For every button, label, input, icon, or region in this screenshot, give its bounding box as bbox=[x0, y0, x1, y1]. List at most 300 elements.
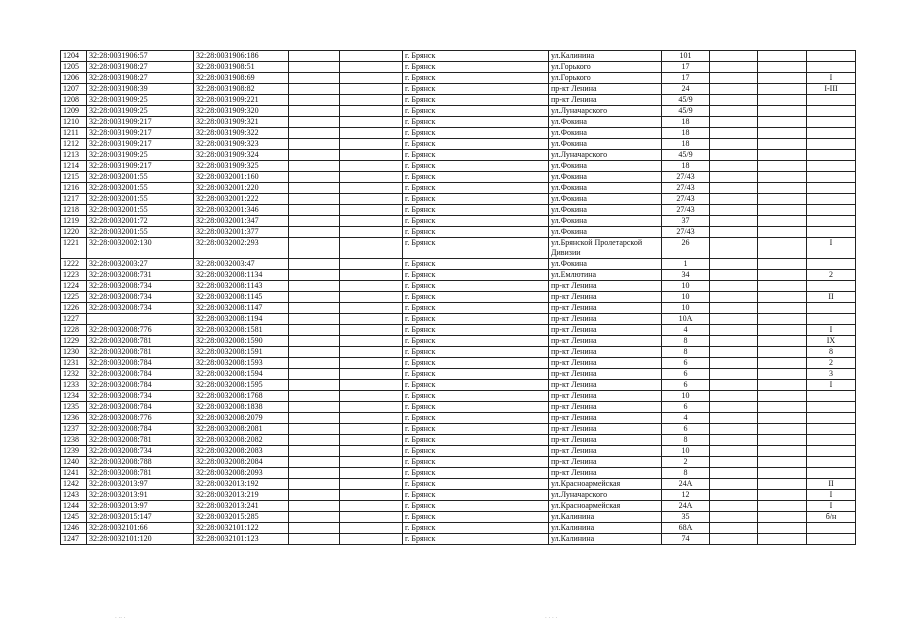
street-cell: ул.Фокина bbox=[549, 216, 662, 227]
street-cell: пр-кт Ленина bbox=[549, 413, 662, 424]
premises-number-cell bbox=[807, 139, 856, 150]
table-row bbox=[61, 84, 856, 95]
land-plot-number-cell: 32:28:0032001:55 bbox=[87, 194, 194, 205]
street-cell: пр-кт Ленина bbox=[549, 391, 662, 402]
premises-number-cell: I-III bbox=[807, 84, 856, 95]
object-cadastral-number-cell: 32:28:0032013:241 bbox=[194, 501, 289, 512]
locality-cell: г. Брянск bbox=[403, 380, 549, 391]
object-cadastral-number-cell: 32:28:0032008:2081 bbox=[194, 424, 289, 435]
row-number-cell: 1233 bbox=[61, 380, 87, 391]
street-cell: ул.Фокина bbox=[549, 259, 662, 270]
object-cadastral-number-cell: 32:28:0031909:325 bbox=[194, 161, 289, 172]
house-number-cell: 6 bbox=[662, 369, 710, 380]
locality-cell: г. Брянск bbox=[403, 292, 549, 303]
object-cadastral-number-cell: 32:28:0031906:186 bbox=[194, 51, 289, 62]
blank-cell-cell bbox=[710, 413, 758, 424]
blank-cell-cell bbox=[758, 435, 807, 446]
object-cadastral-number-cell: 32:28:0032008:1194 bbox=[194, 314, 289, 325]
table-row bbox=[61, 424, 856, 435]
land-plot-number-cell: 32:28:0031908:39 bbox=[87, 84, 194, 95]
blank-cell-cell bbox=[758, 117, 807, 128]
locality-cell: г. Брянск bbox=[403, 51, 549, 62]
blank-cell-cell bbox=[710, 347, 758, 358]
premises-number-cell bbox=[807, 314, 856, 325]
row-number-cell: 1222 bbox=[61, 259, 87, 270]
land-plot-number-cell: 32:28:0032001:55 bbox=[87, 227, 194, 238]
premises-number-cell bbox=[807, 95, 856, 106]
house-number-cell: 12 bbox=[662, 490, 710, 501]
street-cell: пр-кт Ленина bbox=[549, 468, 662, 479]
blank-cell-cell bbox=[289, 336, 340, 347]
street-cell: пр-кт Ленина bbox=[549, 457, 662, 468]
row-number-cell: 1215 bbox=[61, 172, 87, 183]
blank-cell-cell bbox=[710, 150, 758, 161]
blank-cell-cell bbox=[340, 259, 403, 270]
object-cadastral-number-cell: 32:28:0031908:51 bbox=[194, 62, 289, 73]
blank-cell-cell bbox=[758, 523, 807, 534]
blank-cell-cell bbox=[710, 227, 758, 238]
blank-cell-cell bbox=[340, 369, 403, 380]
land-plot-number-cell: 32:28:0032008:731 bbox=[87, 270, 194, 281]
row-number-cell: 1212 bbox=[61, 139, 87, 150]
blank-cell-cell bbox=[758, 227, 807, 238]
scan-noise: . .. . bbox=[115, 612, 126, 620]
house-number-cell: 1 bbox=[662, 259, 710, 270]
blank-cell-cell bbox=[758, 457, 807, 468]
land-plot-number-cell: 32:28:0032001:55 bbox=[87, 172, 194, 183]
premises-number-cell bbox=[807, 391, 856, 402]
blank-cell-cell bbox=[340, 139, 403, 150]
house-number-cell: 6 bbox=[662, 402, 710, 413]
blank-cell-cell bbox=[289, 457, 340, 468]
row-number-cell: 1227 bbox=[61, 314, 87, 325]
blank-cell-cell bbox=[710, 369, 758, 380]
blank-cell-cell bbox=[289, 468, 340, 479]
street-cell: пр-кт Ленина bbox=[549, 446, 662, 457]
street-cell: пр-кт Ленина bbox=[549, 424, 662, 435]
blank-cell-cell bbox=[340, 457, 403, 468]
blank-cell-cell bbox=[710, 183, 758, 194]
row-number-cell: 1232 bbox=[61, 369, 87, 380]
house-number-cell: 10 bbox=[662, 303, 710, 314]
locality-cell: г. Брянск bbox=[403, 303, 549, 314]
locality-cell: г. Брянск bbox=[403, 84, 549, 95]
land-plot-number-cell: 32:28:0032008:781 bbox=[87, 336, 194, 347]
row-number-cell: 1207 bbox=[61, 84, 87, 95]
row-number-cell: 1226 bbox=[61, 303, 87, 314]
table-row bbox=[61, 336, 856, 347]
house-number-cell: 10 bbox=[662, 292, 710, 303]
land-plot-number-cell: 32:28:0032008:734 bbox=[87, 281, 194, 292]
locality-cell: г. Брянск bbox=[403, 216, 549, 227]
object-cadastral-number-cell: 32:28:0032008:2082 bbox=[194, 435, 289, 446]
blank-cell-cell bbox=[340, 117, 403, 128]
locality-cell: г. Брянск bbox=[403, 314, 549, 325]
row-number-cell: 1240 bbox=[61, 457, 87, 468]
premises-number-cell bbox=[807, 51, 856, 62]
blank-cell-cell bbox=[289, 270, 340, 281]
blank-cell-cell bbox=[758, 106, 807, 117]
blank-cell-cell bbox=[289, 402, 340, 413]
blank-cell-cell bbox=[710, 402, 758, 413]
street-cell: ул.Луначарского bbox=[549, 150, 662, 161]
land-plot-number-cell: 32:28:0032008:734 bbox=[87, 303, 194, 314]
blank-cell-cell bbox=[710, 391, 758, 402]
land-plot-number-cell: 32:28:0031909:217 bbox=[87, 161, 194, 172]
premises-number-cell bbox=[807, 534, 856, 545]
land-plot-number-cell: 32:28:0032008:784 bbox=[87, 424, 194, 435]
table-row bbox=[61, 347, 856, 358]
land-plot-number-cell: 32:28:0032003:27 bbox=[87, 259, 194, 270]
blank-cell-cell bbox=[340, 512, 403, 523]
blank-cell-cell bbox=[710, 216, 758, 227]
row-number-cell: 1216 bbox=[61, 183, 87, 194]
blank-cell-cell bbox=[340, 62, 403, 73]
blank-cell-cell bbox=[340, 435, 403, 446]
premises-number-cell: I bbox=[807, 380, 856, 391]
blank-cell-cell bbox=[758, 238, 807, 259]
blank-cell-cell bbox=[340, 446, 403, 457]
object-cadastral-number-cell: 32:28:0032013:219 bbox=[194, 490, 289, 501]
house-number-cell: 18 bbox=[662, 139, 710, 150]
house-number-cell: 10А bbox=[662, 314, 710, 325]
blank-cell-cell bbox=[710, 512, 758, 523]
house-number-cell: 26 bbox=[662, 238, 710, 259]
locality-cell: г. Брянск bbox=[403, 183, 549, 194]
blank-cell-cell bbox=[758, 128, 807, 139]
object-cadastral-number-cell: 32:28:0032008:1581 bbox=[194, 325, 289, 336]
blank-cell-cell bbox=[289, 358, 340, 369]
premises-number-cell: I bbox=[807, 238, 856, 259]
house-number-cell: 6 bbox=[662, 358, 710, 369]
blank-cell-cell bbox=[289, 523, 340, 534]
house-number-cell: 35 bbox=[662, 512, 710, 523]
premises-number-cell bbox=[807, 413, 856, 424]
blank-cell-cell bbox=[289, 216, 340, 227]
blank-cell-cell bbox=[710, 303, 758, 314]
blank-cell-cell bbox=[758, 62, 807, 73]
locality-cell: г. Брянск bbox=[403, 358, 549, 369]
locality-cell: г. Брянск bbox=[403, 457, 549, 468]
blank-cell-cell bbox=[340, 358, 403, 369]
table-row bbox=[61, 380, 856, 391]
locality-cell: г. Брянск bbox=[403, 139, 549, 150]
street-cell: ул.Луначарского bbox=[549, 490, 662, 501]
table-row bbox=[61, 534, 856, 545]
blank-cell-cell bbox=[289, 281, 340, 292]
blank-cell-cell bbox=[710, 490, 758, 501]
row-number-cell: 1238 bbox=[61, 435, 87, 446]
object-cadastral-number-cell: 32:28:0032008:1591 bbox=[194, 347, 289, 358]
table-row bbox=[61, 358, 856, 369]
object-cadastral-number-cell: 32:28:0032008:1147 bbox=[194, 303, 289, 314]
street-cell: пр-кт Ленина bbox=[549, 292, 662, 303]
locality-cell: г. Брянск bbox=[403, 281, 549, 292]
blank-cell-cell bbox=[710, 84, 758, 95]
premises-number-cell: I bbox=[807, 490, 856, 501]
blank-cell-cell bbox=[340, 490, 403, 501]
street-cell: ул.Фокина bbox=[549, 139, 662, 150]
blank-cell-cell bbox=[289, 106, 340, 117]
house-number-cell: 4 bbox=[662, 413, 710, 424]
locality-cell: г. Брянск bbox=[403, 424, 549, 435]
blank-cell-cell bbox=[758, 95, 807, 106]
locality-cell: г. Брянск bbox=[403, 369, 549, 380]
row-number-cell: 1209 bbox=[61, 106, 87, 117]
row-number-cell: 1243 bbox=[61, 490, 87, 501]
object-cadastral-number-cell: 32:28:0032003:47 bbox=[194, 259, 289, 270]
house-number-cell: 27/43 bbox=[662, 194, 710, 205]
land-plot-number-cell: 32:28:0032013:97 bbox=[87, 479, 194, 490]
premises-number-cell bbox=[807, 227, 856, 238]
blank-cell-cell bbox=[289, 183, 340, 194]
row-number-cell: 1213 bbox=[61, 150, 87, 161]
table-row bbox=[61, 183, 856, 194]
table-row bbox=[61, 479, 856, 490]
object-cadastral-number-cell: 32:28:0032008:1593 bbox=[194, 358, 289, 369]
blank-cell-cell bbox=[289, 128, 340, 139]
table-row bbox=[61, 62, 856, 73]
blank-cell-cell bbox=[289, 51, 340, 62]
house-number-cell: 18 bbox=[662, 128, 710, 139]
street-cell: пр-кт Ленина bbox=[549, 380, 662, 391]
house-number-cell: 10 bbox=[662, 446, 710, 457]
locality-cell: г. Брянск bbox=[403, 161, 549, 172]
blank-cell-cell bbox=[289, 490, 340, 501]
locality-cell: г. Брянск bbox=[403, 391, 549, 402]
street-cell: ул.Красноармейская bbox=[549, 501, 662, 512]
premises-number-cell bbox=[807, 281, 856, 292]
house-number-cell: 24 bbox=[662, 84, 710, 95]
row-number-cell: 1230 bbox=[61, 347, 87, 358]
locality-cell: г. Брянск bbox=[403, 336, 549, 347]
blank-cell-cell bbox=[289, 512, 340, 523]
house-number-cell: 27/43 bbox=[662, 205, 710, 216]
blank-cell-cell bbox=[758, 194, 807, 205]
blank-cell-cell bbox=[710, 139, 758, 150]
blank-cell-cell bbox=[758, 281, 807, 292]
premises-number-cell: II bbox=[807, 479, 856, 490]
blank-cell-cell bbox=[710, 479, 758, 490]
object-cadastral-number-cell: 32:28:0032008:1838 bbox=[194, 402, 289, 413]
blank-cell-cell bbox=[289, 117, 340, 128]
blank-cell-cell bbox=[710, 259, 758, 270]
locality-cell: г. Брянск bbox=[403, 347, 549, 358]
object-cadastral-number-cell: 32:28:0031909:322 bbox=[194, 128, 289, 139]
street-cell: ул.Фокина bbox=[549, 205, 662, 216]
blank-cell-cell bbox=[710, 172, 758, 183]
street-cell: ул.Емлютина bbox=[549, 270, 662, 281]
table-row bbox=[61, 51, 856, 62]
street-cell: ул.Луначарского bbox=[549, 106, 662, 117]
land-plot-number-cell: 32:28:0032101:66 bbox=[87, 523, 194, 534]
blank-cell-cell bbox=[340, 424, 403, 435]
blank-cell-cell bbox=[758, 314, 807, 325]
object-cadastral-number-cell: 32:28:0032008:1143 bbox=[194, 281, 289, 292]
locality-cell: г. Брянск bbox=[403, 73, 549, 84]
blank-cell-cell bbox=[758, 413, 807, 424]
blank-cell-cell bbox=[758, 369, 807, 380]
street-cell: ул.Горького bbox=[549, 62, 662, 73]
land-plot-number-cell: 32:28:0032001:55 bbox=[87, 183, 194, 194]
object-cadastral-number-cell: 32:28:0032101:123 bbox=[194, 534, 289, 545]
land-plot-number-cell: 32:28:0031906:57 bbox=[87, 51, 194, 62]
locality-cell: г. Брянск bbox=[403, 62, 549, 73]
premises-number-cell bbox=[807, 424, 856, 435]
blank-cell-cell bbox=[758, 336, 807, 347]
table-row bbox=[61, 270, 856, 281]
table-row bbox=[61, 95, 856, 106]
blank-cell-cell bbox=[289, 259, 340, 270]
table-row bbox=[61, 128, 856, 139]
blank-cell-cell bbox=[340, 303, 403, 314]
row-number-cell: 1218 bbox=[61, 205, 87, 216]
blank-cell-cell bbox=[289, 238, 340, 259]
object-cadastral-number-cell: 32:28:0032001:346 bbox=[194, 205, 289, 216]
row-number-cell: 1235 bbox=[61, 402, 87, 413]
land-plot-number-cell: 32:28:0032015:147 bbox=[87, 512, 194, 523]
blank-cell-cell bbox=[289, 369, 340, 380]
object-cadastral-number-cell: 32:28:0031908:82 bbox=[194, 84, 289, 95]
table-row bbox=[61, 227, 856, 238]
land-plot-number-cell: 32:28:0032008:776 bbox=[87, 325, 194, 336]
house-number-cell: 17 bbox=[662, 62, 710, 73]
table-row bbox=[61, 238, 856, 259]
blank-cell-cell bbox=[710, 314, 758, 325]
table-row bbox=[61, 468, 856, 479]
table-row bbox=[61, 161, 856, 172]
blank-cell-cell bbox=[710, 358, 758, 369]
blank-cell-cell bbox=[340, 336, 403, 347]
locality-cell: г. Брянск bbox=[403, 259, 549, 270]
premises-number-cell: 3 bbox=[807, 369, 856, 380]
street-cell: ул.Калинина bbox=[549, 534, 662, 545]
blank-cell-cell bbox=[710, 128, 758, 139]
row-number-cell: 1205 bbox=[61, 62, 87, 73]
row-number-cell: 1246 bbox=[61, 523, 87, 534]
blank-cell-cell bbox=[340, 314, 403, 325]
object-cadastral-number-cell: 32:28:0031909:323 bbox=[194, 139, 289, 150]
blank-cell-cell bbox=[340, 402, 403, 413]
blank-cell-cell bbox=[758, 292, 807, 303]
street-cell: ул.Калинина bbox=[549, 523, 662, 534]
street-cell: пр-кт Ленина bbox=[549, 435, 662, 446]
row-number-cell: 1208 bbox=[61, 95, 87, 106]
locality-cell: г. Брянск bbox=[403, 238, 549, 259]
locality-cell: г. Брянск bbox=[403, 501, 549, 512]
blank-cell-cell bbox=[710, 446, 758, 457]
blank-cell-cell bbox=[340, 51, 403, 62]
blank-cell-cell bbox=[710, 424, 758, 435]
house-number-cell: 27/43 bbox=[662, 172, 710, 183]
street-cell: пр-кт Ленина bbox=[549, 347, 662, 358]
land-plot-number-cell: 32:28:0032008:734 bbox=[87, 446, 194, 457]
object-cadastral-number-cell: 32:28:0032101:122 bbox=[194, 523, 289, 534]
row-number-cell: 1236 bbox=[61, 413, 87, 424]
blank-cell-cell bbox=[758, 358, 807, 369]
locality-cell: г. Брянск bbox=[403, 172, 549, 183]
street-cell: ул.Калинина bbox=[549, 512, 662, 523]
blank-cell-cell bbox=[340, 150, 403, 161]
table-row bbox=[61, 150, 856, 161]
street-cell: ул.Фокина bbox=[549, 117, 662, 128]
premises-number-cell bbox=[807, 457, 856, 468]
table-row bbox=[61, 172, 856, 183]
blank-cell-cell bbox=[710, 534, 758, 545]
blank-cell-cell bbox=[340, 347, 403, 358]
locality-cell: г. Брянск bbox=[403, 512, 549, 523]
house-number-cell: 37 bbox=[662, 216, 710, 227]
house-number-cell: 27/43 bbox=[662, 227, 710, 238]
blank-cell-cell bbox=[710, 281, 758, 292]
blank-cell-cell bbox=[289, 194, 340, 205]
blank-cell-cell bbox=[289, 413, 340, 424]
street-cell: ул.Фокина bbox=[549, 172, 662, 183]
table-row bbox=[61, 523, 856, 534]
blank-cell-cell bbox=[710, 205, 758, 216]
blank-cell-cell bbox=[340, 183, 403, 194]
blank-cell-cell bbox=[289, 424, 340, 435]
premises-number-cell bbox=[807, 205, 856, 216]
blank-cell-cell bbox=[340, 501, 403, 512]
blank-cell-cell bbox=[340, 534, 403, 545]
blank-cell-cell bbox=[758, 512, 807, 523]
row-number-cell: 1237 bbox=[61, 424, 87, 435]
house-number-cell: 10 bbox=[662, 391, 710, 402]
blank-cell-cell bbox=[710, 457, 758, 468]
house-number-cell: 4 bbox=[662, 325, 710, 336]
premises-number-cell: I bbox=[807, 501, 856, 512]
premises-number-cell: 8 bbox=[807, 347, 856, 358]
row-number-cell: 1245 bbox=[61, 512, 87, 523]
object-cadastral-number-cell: 32:28:0032001:160 bbox=[194, 172, 289, 183]
row-number-cell: 1225 bbox=[61, 292, 87, 303]
blank-cell-cell bbox=[340, 161, 403, 172]
house-number-cell: 8 bbox=[662, 468, 710, 479]
row-number-cell: 1221 bbox=[61, 238, 87, 259]
street-cell: ул.Фокина bbox=[549, 227, 662, 238]
blank-cell-cell bbox=[758, 216, 807, 227]
blank-cell-cell bbox=[710, 435, 758, 446]
premises-number-cell: 2 bbox=[807, 358, 856, 369]
blank-cell-cell bbox=[758, 479, 807, 490]
object-cadastral-number-cell: 32:28:0032008:1590 bbox=[194, 336, 289, 347]
blank-cell-cell bbox=[289, 292, 340, 303]
blank-cell-cell bbox=[758, 139, 807, 150]
blank-cell-cell bbox=[710, 73, 758, 84]
blank-cell-cell bbox=[289, 501, 340, 512]
object-cadastral-number-cell: 32:28:0032008:2083 bbox=[194, 446, 289, 457]
table-row bbox=[61, 314, 856, 325]
row-number-cell: 1229 bbox=[61, 336, 87, 347]
blank-cell-cell bbox=[289, 314, 340, 325]
blank-cell-cell bbox=[758, 468, 807, 479]
table-row bbox=[61, 205, 856, 216]
blank-cell-cell bbox=[289, 391, 340, 402]
blank-cell-cell bbox=[758, 402, 807, 413]
street-cell: ул.Фокина bbox=[549, 183, 662, 194]
object-cadastral-number-cell: 32:28:0031909:321 bbox=[194, 117, 289, 128]
street-cell: ул.Фокина bbox=[549, 128, 662, 139]
house-number-cell: 8 bbox=[662, 435, 710, 446]
blank-cell-cell bbox=[289, 227, 340, 238]
street-cell: пр-кт Ленина bbox=[549, 358, 662, 369]
premises-number-cell bbox=[807, 435, 856, 446]
object-cadastral-number-cell: 32:28:0031909:221 bbox=[194, 95, 289, 106]
premises-number-cell bbox=[807, 259, 856, 270]
object-cadastral-number-cell: 32:28:0032002:293 bbox=[194, 238, 289, 259]
land-plot-number-cell: 32:28:0031909:25 bbox=[87, 150, 194, 161]
